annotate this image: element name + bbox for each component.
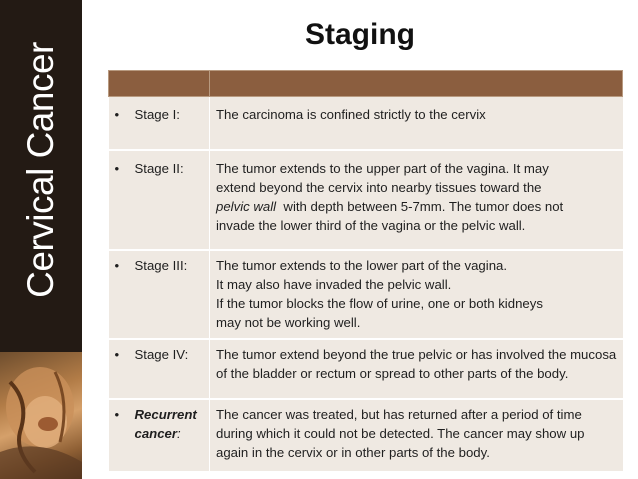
description-cell (210, 399, 623, 472)
description-cell (210, 97, 623, 150)
description-cell (210, 150, 623, 250)
description-cell (210, 250, 623, 339)
table-row (109, 399, 623, 472)
anatomy-image-graphic (0, 352, 82, 479)
stage-wrap (115, 405, 204, 443)
description-line: may not be working well. (216, 314, 361, 330)
table-row (109, 339, 623, 399)
stage-label: Stage IV (134, 346, 185, 362)
stage-description: The carcinoma is confined strictly to the cervix (216, 107, 486, 122)
slide-title: Staging (305, 18, 415, 51)
bullet: • (114, 257, 120, 273)
bullet: • (114, 406, 120, 422)
stage-label: Stage I (134, 107, 177, 122)
bullet: • (114, 346, 120, 362)
description-italic: pelvic wall (216, 198, 277, 214)
stage-cell (109, 399, 210, 472)
stage-description: The cancer was treated, but has returned after a period of time during which it could not be detected. The cancer may show up again in the cervix or in other parts of the body. (216, 406, 585, 460)
sidebar-title: Cervical Cancer (20, 42, 62, 298)
bullet: • (114, 107, 120, 122)
table-row (109, 97, 623, 150)
description-line: extend beyond the cervix into nearby tissues toward the (216, 179, 542, 195)
description-line: It may also have invaded the pelvic wall. (216, 276, 452, 292)
description-line: The tumor extends to the lower part of the vagina. (216, 257, 508, 273)
stage-cell (109, 150, 210, 250)
table-row (109, 150, 623, 250)
table-row (109, 250, 623, 339)
description-line (216, 197, 617, 216)
description-text: with depth between 5-7mm. The tumor does not (276, 198, 564, 214)
stage-colon: : (184, 346, 189, 362)
stage-colon: : (179, 160, 184, 176)
description-line: The tumor extends to the upper part of the vagina. It may (216, 160, 549, 176)
stage-label-wrap (135, 405, 197, 443)
stage-cell (109, 250, 210, 339)
table-header-cell (109, 71, 210, 97)
stage-label: Stage III (134, 257, 184, 273)
stage-colon: : (176, 107, 180, 122)
sidebar (0, 0, 82, 479)
stage-cell (109, 97, 210, 150)
table-header-row (109, 71, 623, 97)
anatomical-illustration (0, 352, 82, 479)
stage-description: The tumor extend beyond the true pelvic or has involved the mucosa of the bladder or rectum or spread to other parts of the body. (216, 346, 617, 381)
stage-label: Stage II (134, 160, 180, 176)
staging-table (108, 70, 622, 473)
stage-colon: : (183, 257, 188, 273)
stage-cell (109, 339, 210, 399)
description-line: invade the lower third of the vagina or the pelvic wall. (216, 217, 526, 233)
bullet: • (114, 160, 120, 176)
sidebar-title-wrap (0, 0, 82, 340)
description-cell (210, 339, 623, 399)
stage-label: cancer (134, 425, 178, 441)
table-header-cell (210, 71, 623, 97)
stage-colon: : (177, 425, 181, 441)
stage-label-line (135, 424, 197, 443)
description-line: If the tumor blocks the flow of urine, one or both kidneys (216, 295, 543, 311)
stage-label: Recurrent (134, 406, 197, 422)
